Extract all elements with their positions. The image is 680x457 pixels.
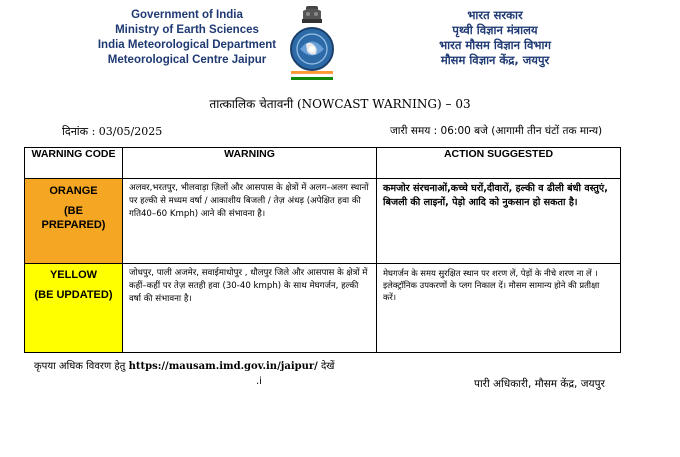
col-header-code: WARNING CODE	[25, 148, 123, 179]
col-header-action: ACTION SUGGESTED	[377, 148, 621, 179]
header-hi-line-2: पृथ्वी विज्ञान मंत्रालय	[452, 23, 538, 37]
more-info-prefix: कृपया अधिक विवरण हेतु	[34, 361, 129, 372]
warning-code-yellow	[25, 264, 123, 353]
page-title: तात्कालिक चेतावनी (NOWCAST WARNING) – 03	[209, 97, 471, 111]
table-header-row	[25, 148, 621, 179]
header-hindi	[395, 8, 595, 68]
warning-table	[24, 147, 621, 353]
action-text: मेघगर्जन के समय सुरक्षित स्थान पर शरण लें, पेड़ों के नीचे शरण ना लें । इलेक्ट्रॉनिक उपकरणों के प्लग निकाल दें। मौसम सामान्य होने की प्रतीक्षा करें।	[377, 264, 621, 353]
table-row	[25, 264, 621, 353]
col-header-warning: WARNING	[123, 148, 377, 179]
stray-mark: .i	[256, 376, 262, 387]
header-en-line-1: Government of India	[131, 9, 243, 21]
code-sublabel: (BE UPDATED)	[34, 289, 113, 301]
header-english	[82, 8, 292, 68]
warning-text: जोधपुर, पाली अजमेर, सवाईमाधोपुर , धौलपुर जिले और आसपास के क्षेत्रों में कहीं–कहीं पर तेज़ सतही हवा (30-40 kmph) के साथ मेघगर्जन, हल्की वर्षा की संभावना है।	[123, 264, 377, 353]
header-en-line-3: India Meteorological Department	[97, 39, 277, 51]
action-text: कमजोर संरचनाओं,कच्चे घरों,दीवारों, हल्की व ढीली बंधी वस्तुएं, बिजली की लाइनों, पेड़ो आदि को नुकसान हो सकता है।	[377, 179, 621, 264]
imd-emblem-icon	[288, 4, 336, 80]
warning-text: अलवर,भरतपुर, भीलवाड़ा ज़िलों और आसपास के क्षेत्रों में अलग–अलग स्थानों पर हल्की से मध्यम वर्षा / आकाशीय बिजली / तेज़ अंधड़ (अपेक्षित हवा की गति40–60 Kmph) आने की संभावना है।	[123, 179, 377, 264]
header-hi-line-3: भारत मौसम विज्ञान विभाग	[439, 38, 551, 52]
header-en-line-2: Ministry of Earth Sciences	[115, 24, 259, 36]
header-hi-line-4: मौसम विज्ञान केंद्र, जयपुर	[440, 53, 550, 67]
website-link[interactable]: https://mausam.imd.gov.in/jaipur/	[128, 361, 318, 372]
code-label: YELLOW	[49, 269, 98, 281]
issue-date: दिनांक : 03/05/2025	[62, 125, 163, 138]
header-hi-line-1: भारत सरकार	[467, 8, 523, 22]
signature-line: पारी अधिकारी, मौसम केंद्र, जयपुर	[474, 378, 605, 390]
table-row	[25, 179, 621, 264]
more-info-suffix: देखें	[317, 361, 335, 372]
more-info-line	[34, 358, 334, 372]
warning-code-orange	[25, 179, 123, 264]
header-en-line-4: Meteorological Centre Jaipur	[107, 54, 267, 66]
code-sublabel: (BE PREPARED)	[41, 205, 106, 231]
issue-time: जारी समय : 06:00 बजे (आगामी तीन घंटों तक मान्य)	[390, 125, 603, 137]
code-label: ORANGE	[49, 185, 98, 197]
